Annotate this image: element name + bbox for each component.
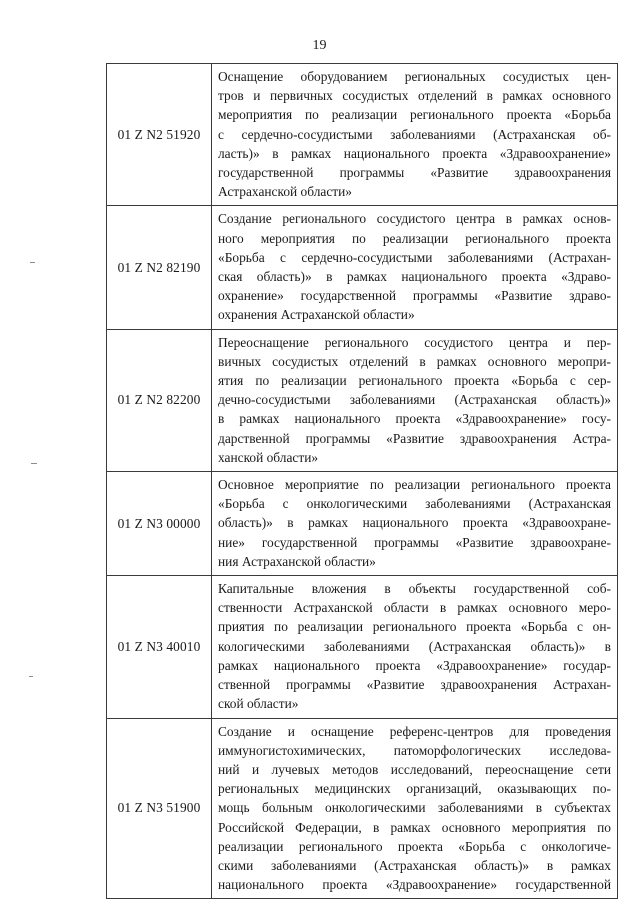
description-line: Переоснащение регионального сосудистого центра и пер- <box>218 334 611 350</box>
table-row <box>107 576 618 718</box>
scan-speck <box>31 463 37 464</box>
description-line: реализации регионального проекта «Борьба с онкологиче- <box>218 838 611 854</box>
code-cell: 01 Z N3 40010 <box>107 576 212 718</box>
description-line: с сердечно-сосудистыми заболеваниями (Астраханская об- <box>218 126 611 142</box>
description-line: региональных медицинских организаций, оказывающих по- <box>218 781 611 797</box>
table-body <box>107 64 618 899</box>
description-line: ния Астраханской области» <box>218 553 376 569</box>
description-line: национального проекта «Здравоохранение» государственной <box>218 877 611 893</box>
description-line: мощь больным онкологическими заболеваниями в субъектах <box>218 800 611 816</box>
description-line: государственной программы «Развитие здравоохранения <box>218 165 611 181</box>
description-line: дечно-сосудистыми заболеваниями (Астраханская область)» <box>218 392 611 408</box>
description-line: ного мероприятия по реализации регионального проекта <box>218 230 611 246</box>
description-line: приятия по реализации регионального проекта «Борьба с он- <box>218 619 611 635</box>
description-line: Основное мероприятие по реализации регионального проекта <box>218 477 611 493</box>
description-line: ние» государственной программы «Развитие здравоохране- <box>218 534 611 550</box>
description-line: мероприятия по реализации регионального проекта «Борьба <box>218 107 611 123</box>
description-line: ская область)» в рамках национального проекта «Здраво- <box>218 269 611 285</box>
description-line: ской области» <box>218 696 299 712</box>
code-cell: 01 Z N2 51920 <box>107 64 212 206</box>
description-line: Создание и оснащение референс-центров для проведения <box>218 723 611 739</box>
description-line: Создание регионального сосудистого центра в рамках основ- <box>218 211 611 227</box>
description-cell <box>212 472 618 576</box>
description-line: скими заболеваниями (Астраханская область)» в рамках <box>218 857 611 873</box>
code-cell: 01 Z N3 51900 <box>107 718 212 899</box>
description-cell <box>212 64 618 206</box>
description-line: тров и первичных сосудистых отделений в рамках основного <box>218 88 611 104</box>
description-line: кологическими заболеваниями (Астраханская область)» в <box>218 638 611 654</box>
code-cell: 01 Z N3 00000 <box>107 472 212 576</box>
description-line: Капитальные вложения в объекты государственной соб- <box>218 581 611 597</box>
description-line: вичных сосудистых отделений в рамках основного меропри- <box>218 353 611 369</box>
scan-speck <box>30 262 35 263</box>
code-cell: 01 Z N2 82190 <box>107 206 212 329</box>
description-line: Астраханской области» <box>218 184 352 200</box>
table-row <box>107 718 618 899</box>
description-line: охранения Астраханской области» <box>218 307 415 323</box>
description-cell <box>212 576 618 718</box>
description-line: охранение» государственной программы «Развитие здраво- <box>218 288 611 304</box>
code-cell: 01 Z N2 82200 <box>107 329 212 471</box>
description-line: дарственной программы «Развитие здравоохранения Астра- <box>218 430 611 446</box>
table-row <box>107 329 618 471</box>
budget-classification-table <box>106 63 618 899</box>
table-row <box>107 472 618 576</box>
description-cell <box>212 718 618 899</box>
description-line: рамках национального проекта «Здравоохранение» государ- <box>218 657 611 673</box>
description-line: ханской области» <box>218 449 319 465</box>
description-line: в рамках национального проекта «Здравоохранение» госу- <box>218 411 611 427</box>
description-line: ственности Астраханской области в рамках основного меро- <box>218 600 611 616</box>
description-line: ласть)» в рамках национального проекта «Здравоохранение» <box>218 145 611 161</box>
description-line: Оснащение оборудованием региональных сосудистых цен- <box>218 69 611 84</box>
scan-speck <box>29 676 33 677</box>
description-cell <box>212 206 618 329</box>
table-row <box>107 206 618 329</box>
description-line: «Борьба с онкологическими заболеваниями (Астраханская <box>218 496 611 512</box>
description-line: ственной программы «Развитие здравоохранения Астрахан- <box>218 677 611 693</box>
description-line: ятия по реализации регионального проекта «Борьба с сер- <box>218 373 611 389</box>
table-row <box>107 64 618 206</box>
description-line: Российской Федерации, в рамках основного мероприятия по <box>218 819 611 835</box>
description-line: ний и лучевых методов исследований, переоснащение сети <box>218 761 611 777</box>
description-line: область)» в рамках национального проекта «Здравоохране- <box>218 515 611 531</box>
description-line: «Борьба с сердечно-сосудистыми заболеваниями (Астрахан- <box>218 249 611 265</box>
page-number: 19 <box>312 38 327 53</box>
description-cell <box>212 329 618 471</box>
description-line: иммуногистохимических, патоморфологических исследова- <box>218 742 611 758</box>
